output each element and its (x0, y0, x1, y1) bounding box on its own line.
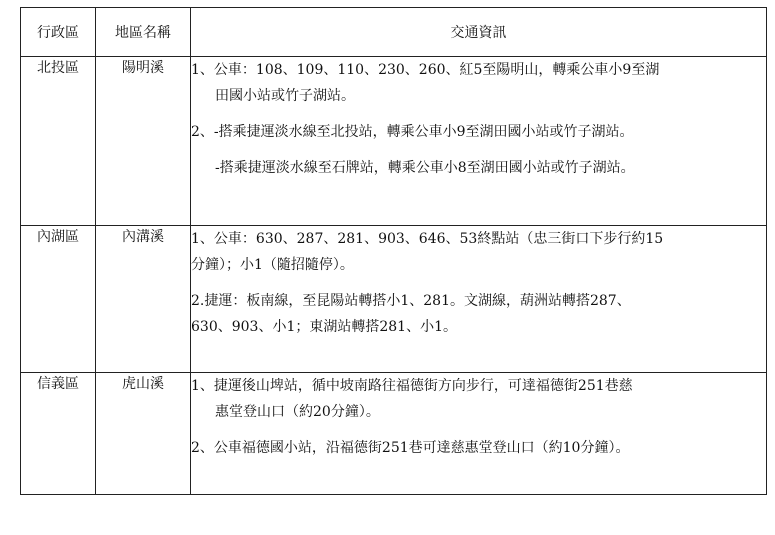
info-line: 2.捷運：板南線，至昆陽站轉搭小1、281。文湖線，葫洲站轉搭287、 (191, 293, 631, 309)
info-line: 1、捷運後山埤站，循中坡南路往福德街方向步行，可達福德街251巷慈 (191, 378, 633, 394)
table-row (21, 57, 767, 226)
info-paragraph (191, 57, 766, 109)
header-transport-info: 交通資訊 (191, 8, 767, 57)
info-line: -搭乘捷運淡水線至石牌站，轉乘公車小8至湖田國小站或竹子湖站。 (215, 160, 635, 176)
info-paragraph (191, 155, 766, 181)
transport-info-cell (191, 226, 767, 373)
district-cell: 信義區 (21, 373, 96, 495)
district-cell: 北投區 (21, 57, 96, 226)
transport-info-cell (191, 57, 767, 226)
district-cell: 內湖區 (21, 226, 96, 373)
table-header-row (21, 8, 767, 57)
info-paragraph (191, 119, 766, 145)
transport-info-table (20, 7, 767, 495)
info-line: 1、公車：630、287、281、903、646、53終點站（忠三街口下步行約15 (191, 231, 664, 247)
header-district: 行政區 (21, 8, 96, 57)
info-paragraph (191, 288, 766, 340)
area-name-cell: 虎山溪 (96, 373, 191, 495)
info-paragraph (191, 226, 766, 278)
area-name-cell: 陽明溪 (96, 57, 191, 226)
area-name-cell: 內溝溪 (96, 226, 191, 373)
header-area-name: 地區名稱 (96, 8, 191, 57)
table-row (21, 226, 767, 373)
info-line-continued: 惠堂登山口（約20分鐘）。 (215, 404, 380, 420)
table-row (21, 373, 767, 495)
info-line-continued: 630、903、小1；東湖站轉搭281、小1。 (191, 319, 457, 335)
info-line-continued: 田國小站或竹子湖站。 (215, 88, 355, 104)
info-line: 1、公車：108、109、110、230、260、紅5至陽明山，轉乘公車小9至湖 (191, 62, 660, 78)
info-line: 2、公車福德國小站，沿福德街251巷可達慈惠堂登山口（約10分鐘）。 (191, 440, 630, 456)
transport-info-cell (191, 373, 767, 495)
info-paragraph (191, 435, 766, 461)
info-line: 2、-搭乘捷運淡水線至北投站，轉乘公車小9至湖田國小站或竹子湖站。 (191, 124, 634, 140)
info-line-continued: 分鐘）；小1（隨招隨停）。 (191, 257, 354, 273)
info-paragraph (191, 373, 766, 425)
